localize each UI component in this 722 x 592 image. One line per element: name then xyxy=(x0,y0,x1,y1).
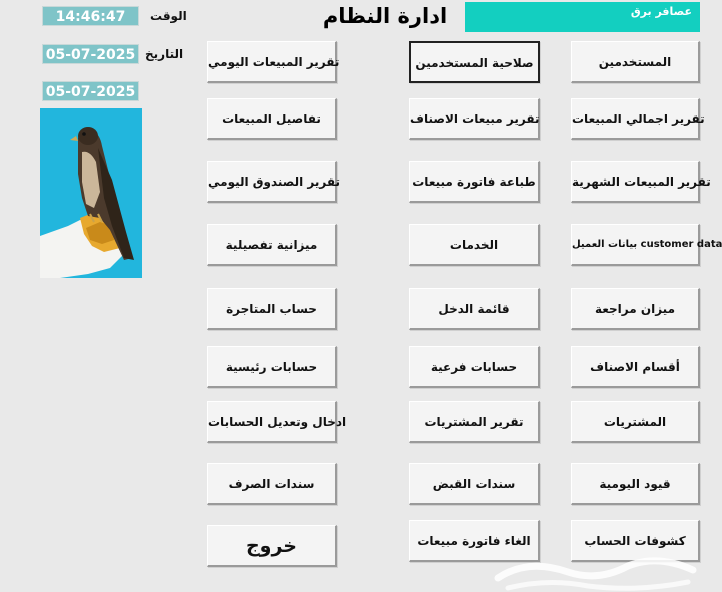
sub-accounts-button[interactable]: حسابات فرعية xyxy=(409,346,540,388)
time-field: 14:46:47 xyxy=(42,6,139,26)
cancel-sales-invoice-button[interactable]: الغاء فاتورة مبيعات xyxy=(409,520,540,562)
page-title: ادارة النظام xyxy=(322,4,448,28)
user-permissions-button[interactable]: صلاحية المستخدمين xyxy=(409,41,540,83)
sales-details-button[interactable]: تفاصيل المبيعات xyxy=(207,98,337,140)
journal-entries-button[interactable]: قيود اليومية xyxy=(571,463,700,505)
exit-button[interactable]: خروج xyxy=(207,525,337,567)
daily-sales-report-button[interactable]: تقرير المبيعات اليومي xyxy=(207,41,337,83)
main-accounts-button[interactable]: حسابات رئيسية xyxy=(207,346,337,388)
item-sales-report-button[interactable]: تقرير مبيعات الاصناف xyxy=(409,98,540,140)
date-field-secondary: 05-07-2025 xyxy=(42,81,139,101)
daily-cashbox-report-button[interactable]: تقرير الصندوق اليومي xyxy=(207,161,337,203)
income-statement-button[interactable]: قائمة الدخل xyxy=(409,288,540,330)
trading-account-button[interactable]: حساب المتاجرة xyxy=(207,288,337,330)
services-button[interactable]: الخدمات xyxy=(409,224,540,266)
user-name-box: عصافر برق xyxy=(465,2,700,32)
print-sales-invoice-button[interactable]: طباعة فاتورة مبيعات xyxy=(409,161,540,203)
receipt-vouchers-button[interactable]: سندات القبض xyxy=(409,463,540,505)
edit-accounts-button[interactable]: ادخال وتعديل الحسابات xyxy=(207,401,337,443)
payment-vouchers-button[interactable]: سندات الصرف xyxy=(207,463,337,505)
date-field: 05-07-2025 xyxy=(42,44,139,64)
item-categories-button[interactable]: أقسام الاصناف xyxy=(571,346,700,388)
account-statements-button[interactable]: كشوفات الحساب xyxy=(571,520,700,562)
purchases-report-button[interactable]: تقرير المشتريات xyxy=(409,401,540,443)
users-button[interactable]: المستخدمين xyxy=(571,41,700,83)
falcon-illustration xyxy=(40,108,142,278)
total-sales-report-button[interactable]: تقرير اجمالي المبيعات xyxy=(571,98,700,140)
date-label: التاريخ xyxy=(145,47,184,61)
monthly-sales-report-button[interactable]: تقرير المبيعات الشهرية xyxy=(571,161,700,203)
detailed-balance-button[interactable]: ميزانية تفصيلية xyxy=(207,224,337,266)
time-label: الوقت xyxy=(150,9,187,23)
customer-data-button[interactable]: بيانات العميل customer data xyxy=(571,224,700,266)
trial-balance-button[interactable]: ميزان مراجعة xyxy=(571,288,700,330)
purchases-button[interactable]: المشتريات xyxy=(571,401,700,443)
falcon-image xyxy=(40,108,142,278)
